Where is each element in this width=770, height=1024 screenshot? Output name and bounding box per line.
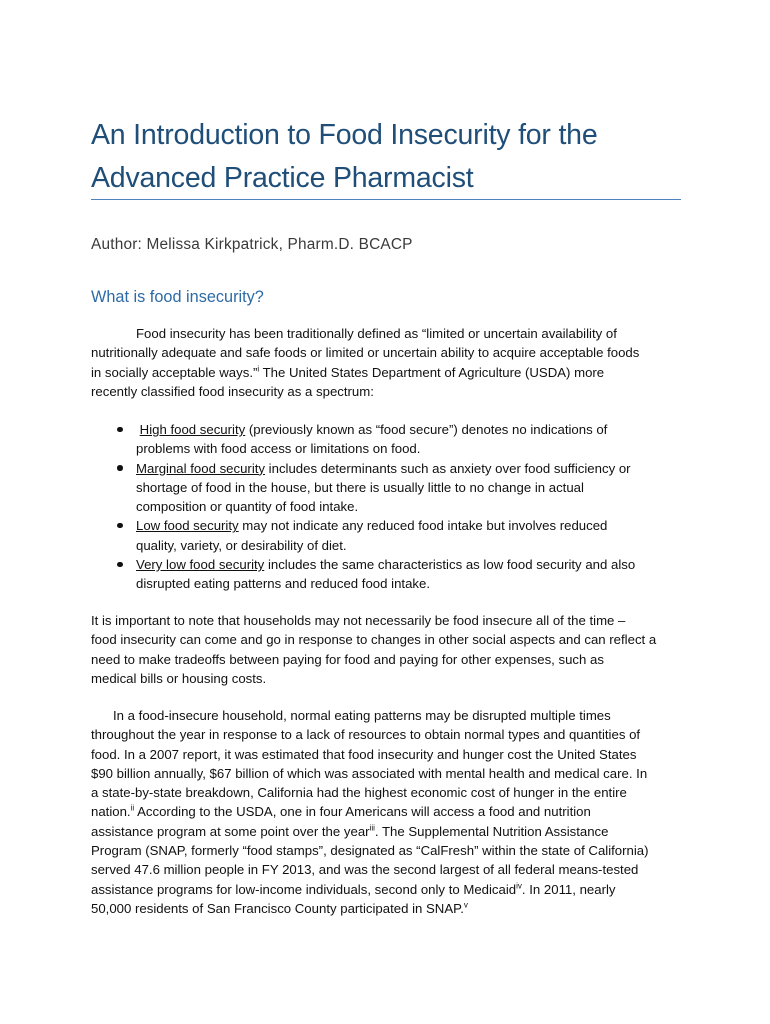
text-segment: 50,000 residents of San Francisco County participated in SNAP. [91,900,464,916]
paragraph-line: food insecurity can come and go in response to changes in other social aspects and can reflect a [91,632,657,648]
paragraph-line: need to make tradeoffs between paying for food and paying for other expenses, such as [91,651,604,667]
text-segment: includes the same characteristics as low food security and also [264,557,636,573]
footnote-ref: iv [516,881,522,891]
bullet-marker [117,562,123,568]
text-segment: in socially acceptable ways.” [91,364,258,380]
title-divider [91,199,681,200]
paragraph-line [91,802,649,821]
footnote-ref: i [257,364,260,374]
list-term: Very low food security [136,557,265,573]
footnote-ref: ii [130,804,135,814]
text-segment: According to the USDA, one in four Americans will access a food and nutrition [134,804,591,820]
paragraph-line: medical bills or housing costs. [91,670,267,686]
paragraph-line [136,420,635,439]
document-title [91,114,691,200]
author-line: Author: Melissa Kirkpatrick, Pharm.D. BCACP [91,236,413,253]
intro-paragraph [91,324,639,401]
text-segment: may not indicate any reduced food intake but involves reduced [238,518,608,534]
footnote-ref: iii [369,823,375,833]
paragraph-line [136,555,635,574]
list-term: Marginal food security [136,460,266,476]
paragraph-line: Program (SNAP, formerly “food stamps”, designated as “CalFresh” within the state of California) [91,843,649,859]
bullet-marker [117,465,123,471]
text-segment: (previously known as “food secure”) denotes no indications of [245,422,608,437]
text-segment: assistance programs for low-income individuals, second only to Medicaid [91,881,517,897]
paragraph-line: food. In a 2007 report, it was estimated that food insecurity and hunger cost the United States [91,746,637,762]
list-item [91,516,635,555]
list-item [91,555,635,594]
paragraph-line: recently classified food insecurity as a spectrum: [91,383,374,399]
paragraph-line: problems with food access or limitations on food. [136,441,421,457]
paragraph-line: served 47.6 million people in FY 2013, and was the second largest of all federal means-tested [91,862,639,878]
bullet-marker [117,427,123,433]
paragraph-line [91,899,649,918]
food-security-list [91,420,635,594]
variability-paragraph [91,611,656,688]
paragraph-line: In a food-insecure household, normal eating patterns may be disrupted multiple times [113,708,611,723]
paragraph-line: composition or quantity of food intake. [136,499,359,515]
list-term: Low food security [136,518,239,534]
paragraph-line: quality, variety, or desirability of diet. [136,537,347,553]
list-item [91,420,635,459]
paragraph-line: Food insecurity has been traditionally defined as “limited or uncertain availability of [136,326,617,341]
paragraph-line [91,363,639,382]
text-segment: includes determinants such as anxiety over food sufficiency or [265,460,631,476]
paragraph-line [136,459,635,478]
paragraph-line [136,516,635,535]
paragraph-line: a state-by-state breakdown, California had the highest economic cost of hunger in the entire [91,785,627,801]
paragraph-line: disrupted eating patterns and reduced food intake. [136,576,430,592]
section-heading: What is food insecurity? [91,288,264,306]
paragraph-line: $90 billion annually, $67 billion of which was associated with mental health and medical care. In [91,765,648,781]
list-item [91,459,635,517]
paragraph-line: It is important to note that households may not necessarily be food insecure all of the time – [91,613,626,628]
paragraph-line [91,880,649,899]
bullet-marker [117,523,123,529]
text-segment: nation. [91,804,131,820]
paragraph-line: throughout the year in response to a lack of resources to obtain normal types and quantities of [91,727,641,743]
text-segment: . The Supplemental Nutrition Assistance [374,823,609,839]
paragraph-line: shortage of food in the house, but there is usually little to no change in actual [136,479,584,495]
text-segment: assistance program at some point over the year [91,823,370,839]
text-segment: The United States Department of Agriculture (USDA) more [259,364,605,380]
footnote-ref: v [463,900,468,910]
paragraph-line: nutritionally adequate and safe foods or limited or uncertain ability to acquire acceptable foods [91,345,640,361]
statistics-paragraph [91,706,649,918]
title-line-2: Advanced Practice Pharmacist [91,162,474,194]
paragraph-line [91,822,649,841]
list-term: High food security [139,422,246,437]
text-segment: . In 2011, nearly [521,881,616,897]
title-line-1: An Introduction to Food Insecurity for the [91,119,598,151]
